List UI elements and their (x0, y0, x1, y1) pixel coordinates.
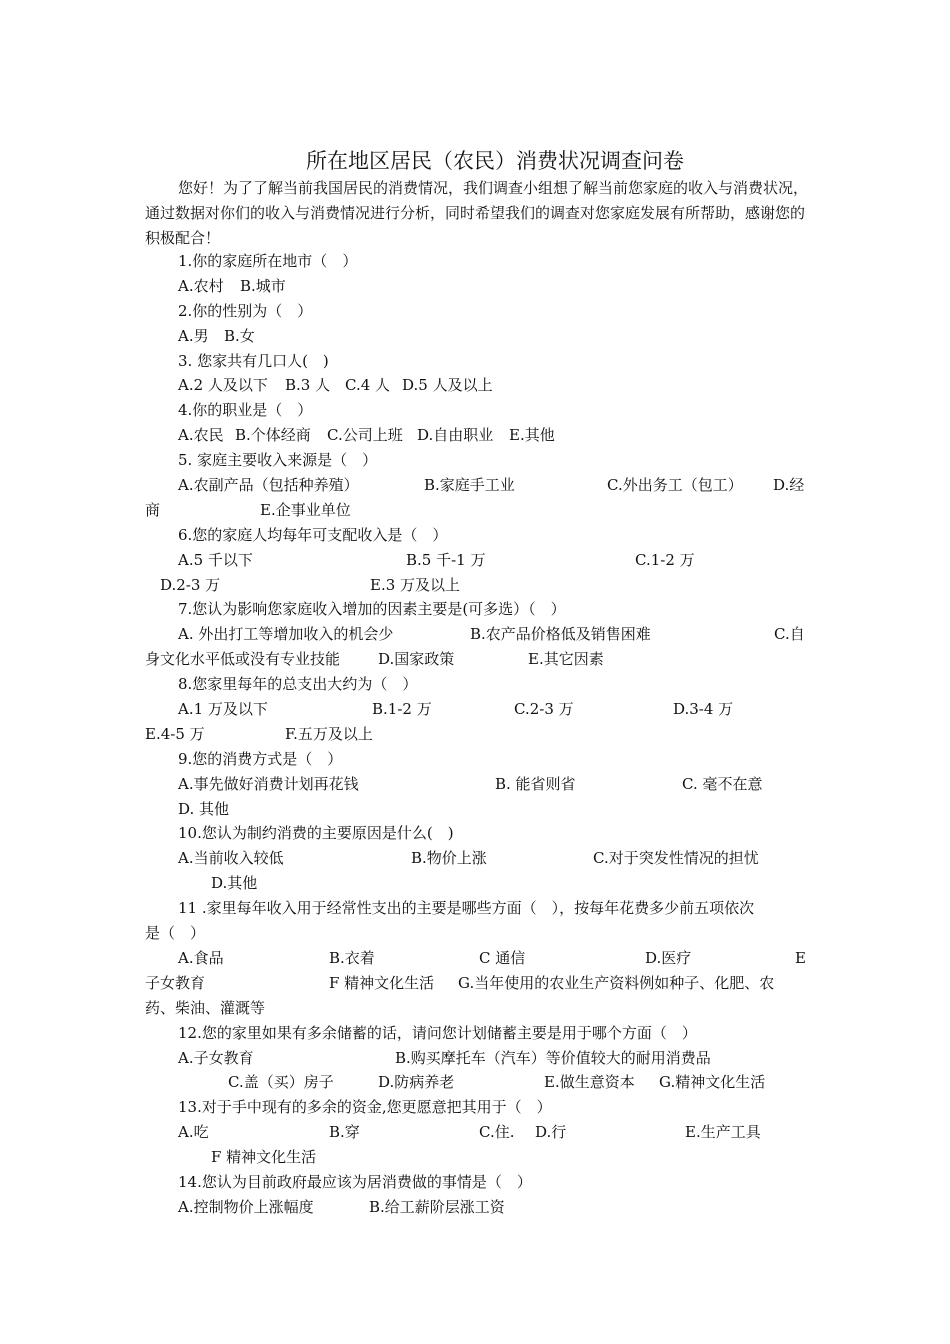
intro-paragraph: 您好！为了了解当前我国居民的消费情况，我们调查小组想了解当前您家庭的收入与消费状况，通过数据对你们的收入与消费情况进行分析，同时希望我们的调查对您家庭发展有所帮助，感谢您的积极配合！ (145, 179, 809, 247)
question-line (0, 349, 950, 374)
option-text: B.个体经商 (235, 426, 311, 445)
option-text: G.当年使用的农业生产资料例如种子、化肥、农 (458, 973, 775, 992)
option-line (0, 1070, 950, 1095)
question-text: 11 .家里每年收入用于经常性支出的主要是哪些方面（ ），按每年花费多少前五项依次 (178, 899, 755, 918)
option-line (0, 946, 950, 971)
option-text: D.5 人及以上 (402, 376, 493, 395)
question-line (0, 1021, 950, 1046)
question-text: 10.您认为制约消费的主要原因是什么( ) (178, 824, 454, 843)
option-text: A. 外出打工等增加收入的机会少 (178, 625, 394, 644)
option-text: A.5 千以下 (178, 550, 253, 569)
option-line (0, 622, 950, 647)
option-text: D.经 (773, 476, 805, 495)
question-text: 4.你的职业是（ ） (178, 401, 313, 420)
option-text: A.农副产品（包括种养殖） (178, 476, 359, 495)
question-text: 2.你的性别为（ ） (178, 301, 313, 320)
option-text: A.1 万及以下 (178, 700, 268, 719)
option-text: C.公司上班 (327, 426, 403, 445)
question-list (0, 249, 950, 1220)
option-text: E.其它因素 (528, 650, 604, 669)
question-text: 8.您家里每年的总支出大约为（ ） (178, 675, 418, 694)
question-line (0, 747, 950, 772)
question-line (0, 1095, 950, 1120)
option-line (0, 772, 950, 797)
option-text: E.做生意资本 (544, 1073, 635, 1092)
option-line (0, 1195, 950, 1220)
question-line (0, 249, 950, 274)
question-line (0, 672, 950, 697)
question-line (0, 448, 950, 473)
option-line (0, 423, 950, 448)
option-text: B.1-2 万 (372, 700, 432, 719)
question-text: 5. 家庭主要收入来源是（ ） (178, 451, 378, 470)
option-line (0, 324, 950, 349)
document-title: 所在地区居民（农民）消费状况调查问卷 (306, 149, 684, 173)
option-text: B.穿 (329, 1123, 360, 1142)
option-line (0, 1145, 950, 1170)
option-line (0, 797, 950, 822)
option-text: C.自 (774, 625, 805, 644)
option-text: D.行 (535, 1123, 567, 1142)
option-line (0, 647, 950, 672)
option-line (0, 548, 950, 573)
option-text: 商 (145, 500, 161, 519)
option-text: 身文化水平低或没有专业技能 (145, 650, 341, 669)
question-line (0, 896, 950, 921)
option-text: A.农民 (178, 426, 224, 445)
option-text: B.5 千-1 万 (406, 550, 486, 569)
question-text: 6.您的家庭人均每年可支配收入是（ ） (178, 525, 448, 544)
option-text: D.3-4 万 (673, 700, 734, 719)
option-line (0, 722, 950, 747)
option-text: E.生产工具 (685, 1123, 761, 1142)
option-text: G.精神文化生活 (659, 1073, 766, 1092)
question-line (0, 1170, 950, 1195)
option-text: C.2-3 万 (514, 700, 574, 719)
question-line (0, 597, 950, 622)
question-line (0, 523, 950, 548)
option-text: E.其他 (509, 426, 555, 445)
option-line (0, 1046, 950, 1071)
option-text: D.防病养老 (378, 1073, 455, 1092)
option-text: B.农产品价格低及销售困难 (470, 625, 651, 644)
option-text: C 通信 (479, 948, 526, 967)
option-text: C.对于突发性情况的担忧 (593, 849, 759, 868)
option-text: C.住. (479, 1123, 515, 1142)
question-text: 13.对于手中现有的多余的资金,您更愿意把其用于（ ） (178, 1098, 552, 1117)
option-text: C.1-2 万 (635, 550, 695, 569)
option-text: D. 其他 (178, 799, 230, 818)
option-text: E.3 万及以上 (370, 575, 461, 594)
question-text: 3. 您家共有几口人( ) (178, 351, 329, 370)
option-text: C. 毫不在意 (682, 774, 763, 793)
option-text: C.盖（买）房子 (228, 1073, 334, 1092)
option-line (0, 1120, 950, 1145)
option-line (0, 846, 950, 871)
question-text: 12.您的家里如果有多余储蓄的话，请问您计划储蓄主要是用于哪个方面（ ） (178, 1023, 697, 1042)
option-text: A.当前收入较低 (178, 849, 284, 868)
option-text: A.吃 (178, 1123, 209, 1142)
option-text: A.农村 (178, 276, 224, 295)
option-text: D.自由职业 (417, 426, 494, 445)
option-text: F 精神文化生活 (329, 973, 435, 992)
option-line (0, 373, 950, 398)
option-text: D.2-3 万 (160, 575, 221, 594)
option-text: C.4 人 (345, 376, 391, 395)
option-text: A.食品 (178, 948, 224, 967)
question-text: 14.您认为目前政府最应该为居消费做的事情是（ ） (178, 1172, 532, 1191)
question-text: 7.您认为影响您家庭收入增加的因素主要是(可多选）（ ） (178, 600, 566, 619)
option-text: A.男 (178, 326, 209, 345)
option-text: F.五万及以上 (285, 724, 373, 743)
question-line (0, 299, 950, 324)
option-line (0, 473, 950, 498)
option-text: D.国家政策 (378, 650, 455, 669)
option-text: 是（ ） (145, 924, 206, 943)
question-text: 9.您的消费方式是（ ） (178, 749, 343, 768)
option-text: E (795, 948, 806, 967)
option-text: C.外出务工（包工） (607, 476, 743, 495)
option-line (0, 996, 950, 1021)
option-text: D.其他 (211, 874, 258, 893)
option-text: 子女教育 (145, 973, 206, 992)
option-text: B.女 (224, 326, 255, 345)
option-text: A.控制物价上涨幅度 (178, 1197, 314, 1216)
option-text: A.事先做好消费计划再花钱 (178, 774, 359, 793)
option-line (0, 274, 950, 299)
option-line (0, 498, 950, 523)
option-line (0, 871, 950, 896)
option-text: A.2 人及以下 (178, 376, 268, 395)
option-text: 药、柴油、灌溉等 (145, 998, 266, 1017)
option-text: E.企事业单位 (260, 500, 351, 519)
option-text: B.物价上涨 (411, 849, 487, 868)
option-line (0, 697, 950, 722)
option-text: B.城市 (240, 276, 286, 295)
option-text: B. 能省则省 (495, 774, 576, 793)
question-line (0, 398, 950, 423)
option-text: D.医疗 (645, 948, 692, 967)
option-text: B.购买摩托车（汽车）等价值较大的耐用消费品 (395, 1048, 711, 1067)
question-text: 1.你的家庭所在地市（ ） (178, 252, 358, 270)
option-text: A.子女教育 (178, 1048, 254, 1067)
option-text: F 精神文化生活 (211, 1148, 317, 1167)
option-line (0, 921, 950, 946)
option-text: B.3 人 (285, 376, 331, 395)
option-text: B.给工薪阶层涨工资 (369, 1197, 505, 1216)
option-line (0, 573, 950, 598)
option-text: E.4-5 万 (145, 724, 205, 743)
question-line (0, 821, 950, 846)
option-line (0, 971, 950, 996)
option-text: B.家庭手工业 (424, 476, 515, 495)
option-text: B.衣着 (329, 948, 375, 967)
